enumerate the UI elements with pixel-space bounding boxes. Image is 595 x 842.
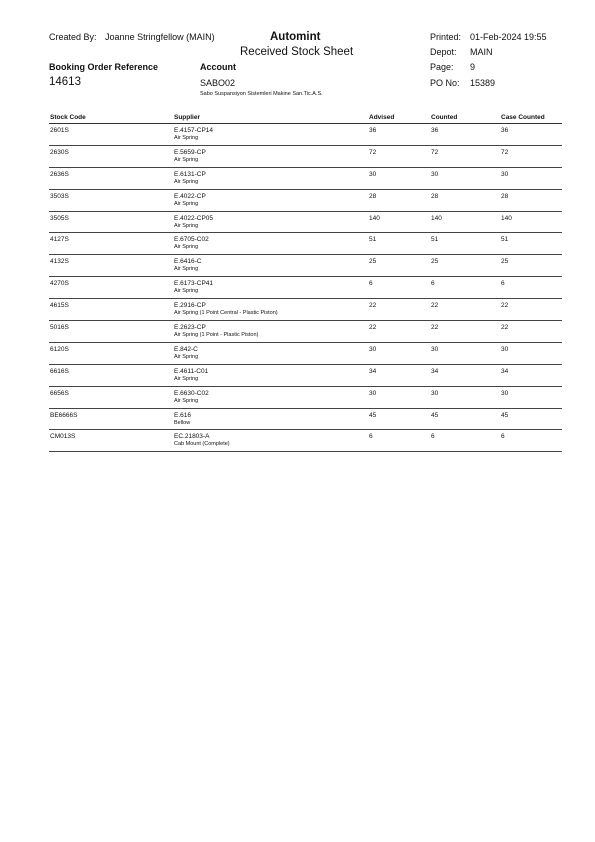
case-counted-cell: 6 xyxy=(501,433,505,441)
advised-cell: 45 xyxy=(369,411,377,419)
advised-cell: 6 xyxy=(369,433,373,441)
stock-code-cell: 6120S xyxy=(50,345,69,353)
counted-cell: 6 xyxy=(431,433,435,441)
case-counted-cell: 140 xyxy=(501,214,512,222)
description-cell: Air Spring xyxy=(174,375,199,382)
booking-value: 14613 xyxy=(49,76,81,88)
stock-code-cell: 6656S xyxy=(50,389,69,397)
table-row xyxy=(49,387,562,409)
case-counted-cell: 34 xyxy=(501,367,509,375)
printed-label: Printed: xyxy=(430,32,462,42)
description-cell: Air Spring xyxy=(174,222,199,229)
case-counted-cell: 36 xyxy=(501,127,509,134)
table-row xyxy=(49,343,562,365)
case-counted-cell: 51 xyxy=(501,236,509,244)
supplier-code-cell: E.6705-C02 xyxy=(174,236,209,244)
depot-value: MAIN xyxy=(470,47,493,57)
advised-cell: 28 xyxy=(369,192,377,200)
col-stock-code: Stock Code xyxy=(50,114,86,121)
table-row xyxy=(49,277,562,299)
counted-cell: 30 xyxy=(431,170,439,178)
stock-code-cell: 2630S xyxy=(50,148,69,156)
supplier-code-cell: EC.21803-A xyxy=(174,433,210,441)
case-counted-cell: 28 xyxy=(501,192,509,200)
depot-label: Depot: xyxy=(430,47,457,57)
supplier-code-cell: E.842-C xyxy=(174,345,198,353)
supplier-code-cell: E.4022-CP xyxy=(174,192,206,200)
col-case-counted: Case Counted xyxy=(501,114,545,121)
advised-cell: 25 xyxy=(369,258,377,266)
description-cell: Air Spring (1 Point Central - Plastic Piston) xyxy=(174,310,278,317)
col-advised: Advised xyxy=(369,114,395,121)
stock-code-cell: CM013S xyxy=(50,433,76,441)
page-label: Page: xyxy=(430,62,454,72)
counted-cell: 28 xyxy=(431,192,439,200)
stock-code-cell: 6616S xyxy=(50,367,69,375)
counted-cell: 72 xyxy=(431,148,439,156)
table-header xyxy=(49,113,562,124)
supplier-code-cell: E.6630-C02 xyxy=(174,389,209,397)
supplier-code-cell: E.4611-C01 xyxy=(174,367,209,375)
description-cell: Air Spring xyxy=(174,288,199,295)
po-value: 15389 xyxy=(470,78,496,88)
advised-cell: 34 xyxy=(369,367,377,375)
sheet-title: Received Stock Sheet xyxy=(240,46,354,58)
description-cell: Cab Mount (Complete) xyxy=(174,441,230,448)
stock-code-cell: 2636S xyxy=(50,170,69,178)
counted-cell: 22 xyxy=(431,324,439,332)
account-value: SABO02 xyxy=(200,78,236,88)
case-counted-cell: 30 xyxy=(501,345,509,353)
advised-cell: 30 xyxy=(369,389,377,397)
table-row xyxy=(49,409,562,431)
stock-code-cell: 3503S xyxy=(50,192,69,200)
description-cell: Air Spring xyxy=(174,244,199,251)
table-row xyxy=(49,299,562,321)
supplier-code-cell: E.4157-CP14 xyxy=(174,127,214,134)
table-row xyxy=(49,255,562,277)
supplier-code-cell: E.5659-CP xyxy=(174,148,206,156)
counted-cell: 140 xyxy=(431,214,442,222)
table-row xyxy=(49,146,562,168)
counted-cell: 45 xyxy=(431,411,439,419)
stock-code-cell: BE6666S xyxy=(50,411,78,419)
description-cell: Bellow xyxy=(174,419,191,426)
case-counted-cell: 45 xyxy=(501,411,509,419)
advised-cell: 140 xyxy=(369,214,380,222)
advised-cell: 30 xyxy=(369,170,377,178)
case-counted-cell: 6 xyxy=(501,280,505,288)
table-body xyxy=(49,124,562,452)
description-cell: Air Spring xyxy=(174,266,199,273)
advised-cell: 30 xyxy=(369,345,377,353)
table-row xyxy=(49,190,562,212)
col-counted: Counted xyxy=(431,114,458,121)
created-by-label: Created By: xyxy=(49,32,97,42)
counted-cell: 6 xyxy=(431,280,435,288)
advised-cell: 36 xyxy=(369,127,377,134)
supplier-code-cell: E.6416-C xyxy=(174,258,202,266)
account-label: Account xyxy=(200,62,236,72)
table-row xyxy=(49,430,562,452)
counted-cell: 34 xyxy=(431,367,439,375)
case-counted-cell: 30 xyxy=(501,170,509,178)
printed-value: 01-Feb-2024 19:55 xyxy=(470,32,547,42)
table-row xyxy=(49,168,562,190)
counted-cell: 30 xyxy=(431,345,439,353)
advised-cell: 22 xyxy=(369,302,377,310)
advised-cell: 22 xyxy=(369,324,377,332)
company-name: Automint xyxy=(270,31,321,43)
case-counted-cell: 25 xyxy=(501,258,509,266)
description-cell: Air Spring xyxy=(174,200,199,207)
created-by xyxy=(49,32,215,42)
table-row xyxy=(49,321,562,343)
col-supplier: Supplier xyxy=(174,114,201,121)
table-row xyxy=(49,212,562,234)
stock-code-cell: 4132S xyxy=(50,258,69,266)
page-value: 9 xyxy=(470,62,476,72)
advised-cell: 72 xyxy=(369,148,377,156)
counted-cell: 36 xyxy=(431,127,439,134)
stock-code-cell: 2601S xyxy=(50,127,69,134)
account-name: Sabo Suspansiyon Sistemleri Makine San.Tic.A.S. xyxy=(200,91,323,97)
counted-cell: 25 xyxy=(431,258,439,266)
created-by-value: Joanne Stringfellow (MAIN) xyxy=(105,32,215,42)
supplier-code-cell: E.2623-CP xyxy=(174,324,206,332)
supplier-code-cell: E.2916-CP xyxy=(174,302,206,310)
advised-cell: 51 xyxy=(369,236,377,244)
case-counted-cell: 30 xyxy=(501,389,509,397)
stock-code-cell: 5016S xyxy=(50,324,69,332)
counted-cell: 51 xyxy=(431,236,439,244)
stock-code-cell: 4270S xyxy=(50,280,69,288)
description-cell: Air Spring xyxy=(174,353,199,360)
booking-label: Booking Order Reference xyxy=(49,62,159,72)
case-counted-cell: 72 xyxy=(501,148,509,156)
case-counted-cell: 22 xyxy=(501,302,509,310)
supplier-code-cell: E.616 xyxy=(174,411,191,419)
stock-code-cell: 4615S xyxy=(50,302,69,310)
advised-cell: 6 xyxy=(369,280,373,288)
table-row xyxy=(49,124,562,146)
stock-code-cell: 3505S xyxy=(50,214,69,222)
table-row xyxy=(49,233,562,255)
stock-table xyxy=(49,113,562,452)
stock-code-cell: 4127S xyxy=(50,236,69,244)
po-label: PO No: xyxy=(430,78,460,88)
case-counted-cell: 22 xyxy=(501,324,509,332)
description-cell: Air Spring xyxy=(174,156,199,163)
description-cell: Air Spring xyxy=(174,135,199,141)
description-cell: Air Spring xyxy=(174,178,199,185)
table-row xyxy=(49,365,562,387)
counted-cell: 30 xyxy=(431,389,439,397)
supplier-code-cell: E.6131-CP xyxy=(174,170,206,178)
description-cell: Air Spring (1 Point - Plastic Piston) xyxy=(174,332,259,339)
counted-cell: 22 xyxy=(431,302,439,310)
description-cell: Air Spring xyxy=(174,397,199,404)
supplier-code-cell: E.6173-CP41 xyxy=(174,280,214,288)
supplier-code-cell: E.4022-CP05 xyxy=(174,214,214,222)
